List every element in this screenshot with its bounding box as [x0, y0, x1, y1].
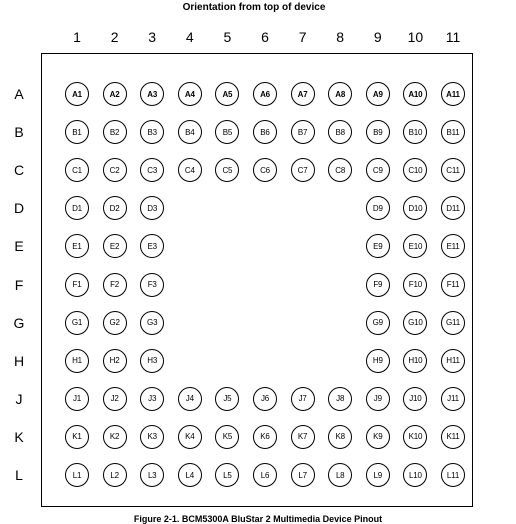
ball-l6: L6 [253, 463, 277, 487]
ball-c10: C10 [403, 158, 427, 182]
ball-h3: H3 [140, 349, 164, 373]
figure-caption: Figure 2-1. BCM5300A BluStar 2 Multimedia Device Pinout [133, 514, 383, 524]
column-label: 4 [185, 29, 194, 45]
ball-f3: F3 [140, 273, 164, 297]
ball-l5: L5 [215, 463, 239, 487]
ball-e2: E2 [103, 234, 127, 258]
ball-h11: H11 [441, 349, 465, 373]
row-label: D [13, 200, 25, 217]
row-label: K [14, 428, 24, 445]
row-label: H [13, 352, 25, 369]
column-label: 9 [373, 29, 382, 45]
ball-c6: C6 [253, 158, 277, 182]
ball-j8: J8 [328, 387, 352, 411]
row-label: G [13, 314, 25, 331]
ball-j10: J10 [403, 387, 427, 411]
row-label: B [14, 124, 24, 141]
ball-b4: B4 [178, 120, 202, 144]
ball-k7: K7 [291, 425, 315, 449]
ball-l1: L1 [65, 463, 89, 487]
ball-b10: B10 [403, 120, 427, 144]
ball-h10: H10 [403, 349, 427, 373]
ball-j5: J5 [215, 387, 239, 411]
column-label: 5 [223, 29, 232, 45]
ball-a3: A3 [140, 82, 164, 106]
ball-f10: F10 [403, 273, 427, 297]
ball-c11: C11 [441, 158, 465, 182]
column-label: 8 [336, 29, 345, 45]
ball-k9: K9 [366, 425, 390, 449]
ball-l3: L3 [140, 463, 164, 487]
ball-a4: A4 [178, 82, 202, 106]
ball-b2: B2 [103, 120, 127, 144]
row-label: A [14, 86, 24, 102]
ball-c4: C4 [178, 158, 202, 182]
column-label: 10 [407, 29, 424, 45]
ball-j4: J4 [178, 387, 202, 411]
ball-b1: B1 [65, 120, 89, 144]
ball-g11: G11 [441, 311, 465, 335]
column-label: 6 [261, 29, 269, 45]
ball-k10: K10 [403, 425, 427, 449]
ball-g1: G1 [65, 311, 89, 335]
ball-g9: G9 [366, 311, 390, 335]
ball-g3: G3 [140, 311, 164, 335]
ball-h1: H1 [65, 349, 89, 373]
row-label: E [14, 238, 24, 255]
ball-k5: K5 [215, 425, 239, 449]
ball-c8: C8 [328, 158, 352, 182]
ball-b11: B11 [441, 120, 465, 144]
ball-l2: L2 [103, 463, 127, 487]
ball-j1: J1 [65, 387, 89, 411]
ball-a10: A10 [403, 82, 427, 106]
ball-b9: B9 [366, 120, 390, 144]
ball-c3: C3 [140, 158, 164, 182]
ball-c2: C2 [103, 158, 127, 182]
ball-k3: K3 [140, 425, 164, 449]
ball-j11: J11 [441, 387, 465, 411]
ball-g2: G2 [103, 311, 127, 335]
ball-b6: B6 [253, 120, 277, 144]
ball-a5: A5 [215, 82, 239, 106]
ball-c5: C5 [215, 158, 239, 182]
ball-e11: E11 [441, 234, 465, 258]
ball-d1: D1 [65, 196, 89, 220]
column-label: 2 [110, 29, 119, 45]
ball-a2: A2 [103, 82, 127, 106]
row-label: F [14, 276, 24, 293]
ball-e1: E1 [65, 234, 89, 258]
ball-d10: D10 [403, 196, 427, 220]
ball-d9: D9 [366, 196, 390, 220]
ball-c7: C7 [291, 158, 315, 182]
ball-l10: L10 [403, 463, 427, 487]
ball-d3: D3 [140, 196, 164, 220]
ball-l9: L9 [366, 463, 390, 487]
ball-b3: B3 [140, 120, 164, 144]
ball-c9: C9 [366, 158, 390, 182]
ball-d11: D11 [441, 196, 465, 220]
ball-j3: J3 [140, 387, 164, 411]
ball-f1: F1 [65, 273, 89, 297]
ball-b5: B5 [215, 120, 239, 144]
ball-b7: B7 [291, 120, 315, 144]
ball-k8: K8 [328, 425, 352, 449]
column-label: 1 [73, 29, 81, 45]
ball-b8: B8 [328, 120, 352, 144]
ball-j2: J2 [103, 387, 127, 411]
ball-e9: E9 [366, 234, 390, 258]
column-label: 7 [298, 29, 307, 45]
ball-g10: G10 [403, 311, 427, 335]
row-label: L [15, 467, 23, 483]
ball-k11: K11 [441, 425, 465, 449]
ball-l11: L11 [441, 463, 465, 487]
ball-a7: A7 [291, 82, 315, 106]
ball-f9: F9 [366, 273, 390, 297]
ball-d2: D2 [103, 196, 127, 220]
ball-f2: F2 [103, 273, 127, 297]
ball-c1: C1 [65, 158, 89, 182]
ball-f11: F11 [441, 273, 465, 297]
column-label: 3 [148, 29, 157, 45]
ball-j9: J9 [366, 387, 390, 411]
ball-e10: E10 [403, 234, 427, 258]
ball-h9: H9 [366, 349, 390, 373]
ball-k6: K6 [253, 425, 277, 449]
ball-a6: A6 [253, 82, 277, 106]
diagram-title: Orientation from top of device [182, 2, 326, 13]
ball-l8: L8 [328, 463, 352, 487]
ball-e3: E3 [140, 234, 164, 258]
ball-h2: H2 [103, 349, 127, 373]
ball-l7: L7 [291, 463, 315, 487]
ball-k4: K4 [178, 425, 202, 449]
ball-j7: J7 [291, 387, 315, 411]
ball-k1: K1 [65, 425, 89, 449]
ball-j6: J6 [253, 387, 277, 411]
ball-a1: A1 [65, 82, 89, 106]
ball-a11: A11 [441, 82, 465, 106]
ball-a9: A9 [366, 82, 390, 106]
ball-a8: A8 [328, 82, 352, 106]
ball-l4: L4 [178, 463, 202, 487]
row-label: C [13, 162, 25, 179]
column-label: 11 [445, 29, 461, 45]
row-label: J [15, 390, 23, 407]
ball-k2: K2 [103, 425, 127, 449]
